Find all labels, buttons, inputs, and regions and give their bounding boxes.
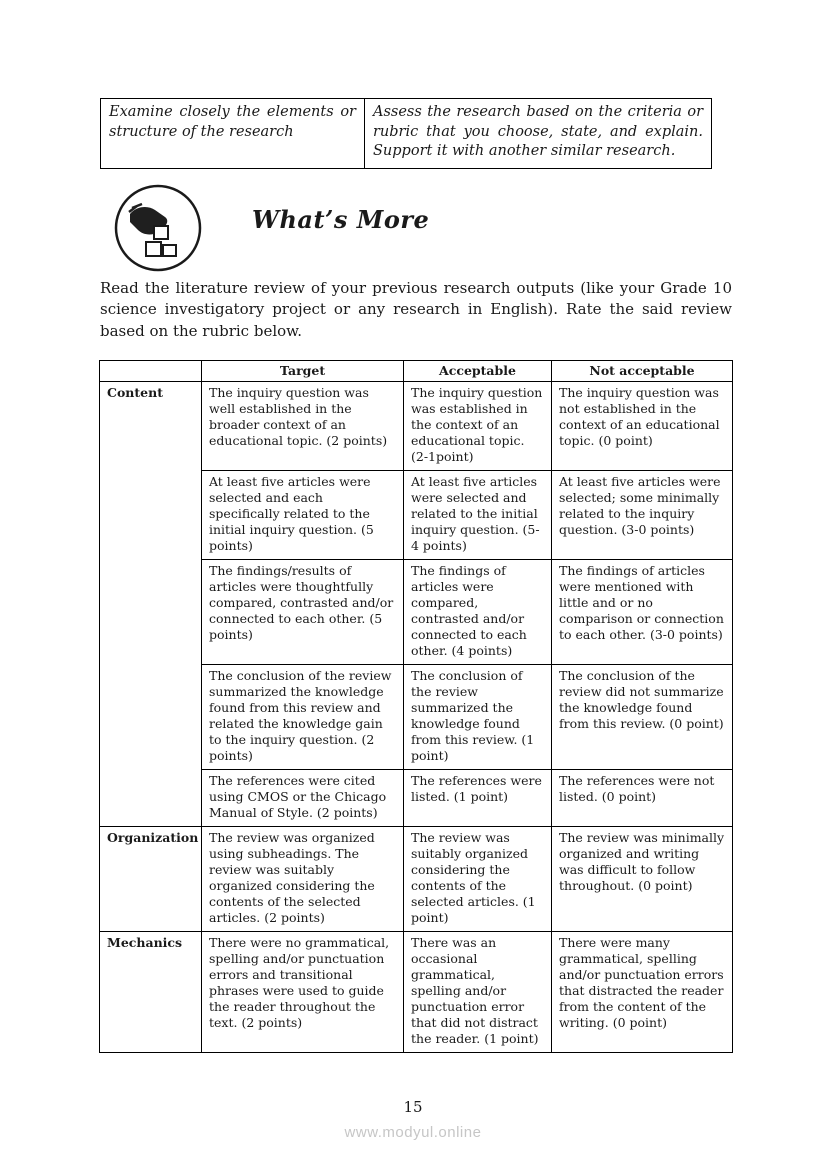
rubric-header-acceptable: Acceptable (404, 361, 552, 382)
rubric-group-label-content: Content (100, 382, 202, 827)
rubric-cell: The findings of articles were compared, contrasted and/or connected to each other. (4 points) (404, 560, 552, 665)
rubric-header-empty (100, 361, 202, 382)
rubric-table (99, 360, 733, 1053)
rubric-cell: The review was organized using subheadings. The review was suitably organized considering the contents of the selected articles. (2 points) (202, 827, 404, 932)
rubric-cell: The conclusion of the review summarized the knowledge found from this review and related the knowledge gain to the inquiry question. (2 points) (202, 665, 404, 770)
table-row (100, 827, 733, 932)
page-number: 15 (403, 1098, 423, 1116)
rubric-cell: There were no grammatical, spelling and/or punctuation errors and transitional phrases were used to guide the reader throughout the text. (2 points) (202, 932, 404, 1053)
rubric-cell: The findings of articles were mentioned with little and or no comparison or connection to each other. (3-0 points) (552, 560, 733, 665)
watermark: www.modyul.online (344, 1124, 482, 1141)
rubric-cell: The references were not listed. (0 point) (552, 770, 733, 827)
rubric-cell: The references were cited using CMOS or the Chicago Manual of Style. (2 points) (202, 770, 404, 827)
rubric-cell: The inquiry question was established in the context of an educational topic. (2-1point) (404, 382, 552, 471)
rubric-header-target: Target (202, 361, 404, 382)
rubric-cell: At least five articles were selected and related to the initial inquiry question. (5-4 points) (404, 471, 552, 560)
table-row (100, 382, 733, 471)
instruction-table (100, 98, 712, 169)
rubric-cell: The findings/results of articles were thoughtfully compared, contrasted and/or connected to each other. (5 points) (202, 560, 404, 665)
rubric-cell: At least five articles were selected; some minimally related to the inquiry question. (3-0 points) (552, 471, 733, 560)
rubric-group-label-mechanics: Mechanics (100, 932, 202, 1053)
rubric-cell: The conclusion of the review did not summarize the knowledge found from this review. (0 point) (552, 665, 733, 770)
rubric-group-label-organization: Organization (100, 827, 202, 932)
rubric-cell: The references were listed. (1 point) (404, 770, 552, 827)
rubric-cell: The review was minimally organized and writing was difficult to follow throughout. (0 point) (552, 827, 733, 932)
rubric-cell: There were many grammatical, spelling and/or punctuation errors that distracted the reader from the content of the writing. (0 point) (552, 932, 733, 1053)
rubric-header-row (100, 361, 733, 382)
rubric-cell: At least five articles were selected and each specifically related to the initial inquiry question. (5 points) (202, 471, 404, 560)
whats-more-section-header (112, 182, 429, 274)
rubric-cell: The inquiry question was well established in the broader context of an educational topic. (2 points) (202, 382, 404, 471)
hand-stacking-blocks-icon (112, 182, 204, 274)
rubric-header-not-acceptable: Not acceptable (552, 361, 733, 382)
intro-paragraph: Read the literature review of your previous research outputs (like your Grade 10 science investigatory project or any research in English). Rate the said review based on the rubric below. (100, 279, 732, 340)
instruction-cell-right: Assess the research based on the criteria or rubric that you choose, state, and explain. Support it with another similar research. (365, 99, 712, 169)
rubric-cell: There was an occasional grammatical, spelling and/or punctuation error that did not distract the reader. (1 point) (404, 932, 552, 1053)
section-title: What’s More (252, 204, 430, 234)
table-row (100, 932, 733, 1053)
rubric-cell: The review was suitably organized considering the contents of the selected articles. (1 point) (404, 827, 552, 932)
rubric-cell: The conclusion of the review summarized the knowledge found from this review. (1 point) (404, 665, 552, 770)
rubric-cell: The inquiry question was not established in the context of an educational topic. (0 point) (552, 382, 733, 471)
instruction-cell-left: Examine closely the elements or structure of the research (101, 99, 365, 169)
